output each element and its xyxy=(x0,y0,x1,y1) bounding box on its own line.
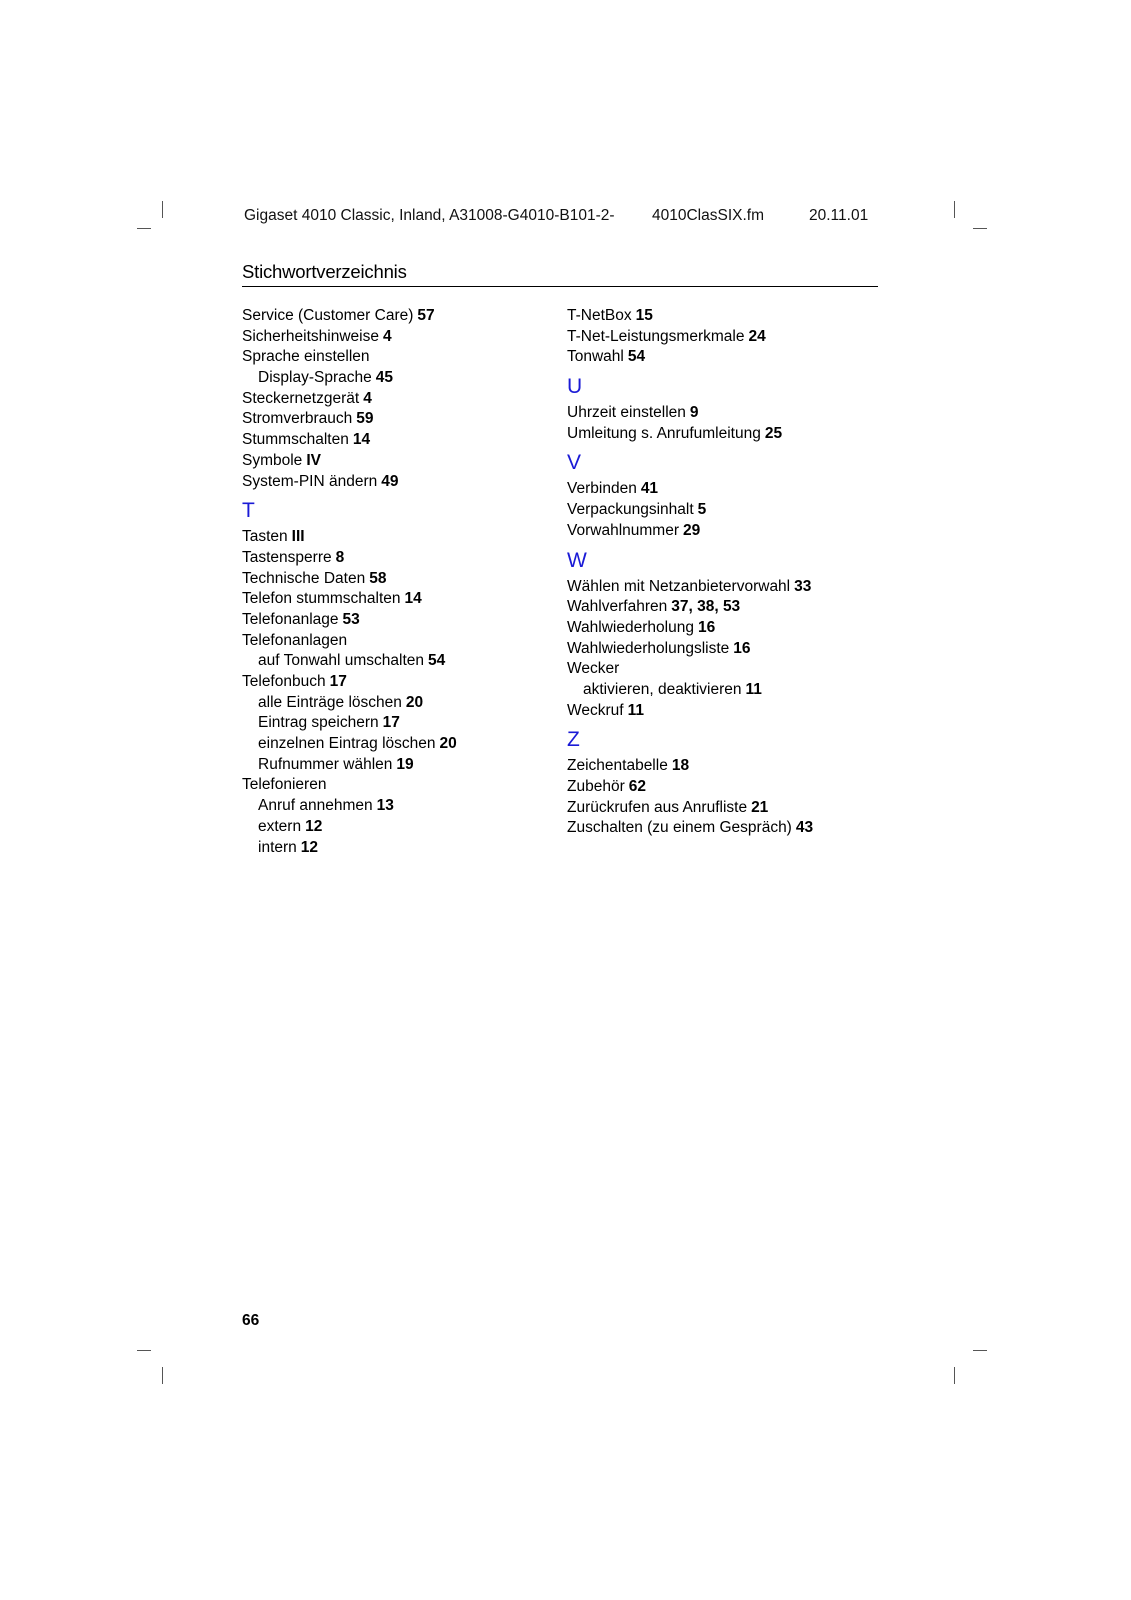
index-entry xyxy=(567,618,887,639)
index-term: Rufnummer wählen xyxy=(258,755,393,773)
index-subentry xyxy=(242,755,542,776)
index-term: Wahlverfahren xyxy=(567,598,668,616)
crop-mark-top-left-horizontal xyxy=(137,228,151,229)
index-entry xyxy=(242,451,542,472)
index-entry xyxy=(242,306,542,327)
index-term: Vorwahlnummer xyxy=(567,521,679,539)
index-term: Sprache einstellen xyxy=(242,348,370,366)
index-term: Umleitung s. Anrufumleitung xyxy=(567,424,761,442)
index-entry xyxy=(567,798,887,819)
index-term: Wählen mit Netzanbietervorwahl xyxy=(567,577,791,595)
index-entry xyxy=(242,327,542,348)
index-letter-heading: T xyxy=(242,499,255,523)
index-page-ref: 17 xyxy=(329,673,347,690)
index-entry xyxy=(242,589,542,610)
index-page-ref: 11 xyxy=(627,701,644,719)
index-page-ref: 8 xyxy=(335,548,345,566)
index-page-ref: 9 xyxy=(689,404,699,422)
index-entry xyxy=(567,521,887,542)
crop-mark-bottom-right-vertical xyxy=(954,1367,955,1384)
index-letter-heading: V xyxy=(567,451,582,475)
index-page-ref: 4 xyxy=(363,389,372,407)
index-page-ref: 12 xyxy=(300,838,319,856)
index-page-ref: 5 xyxy=(697,501,707,519)
index-entry xyxy=(242,569,542,590)
index-term: Service (Customer Care) xyxy=(242,307,414,324)
index-page-ref: 20 xyxy=(439,735,457,753)
index-page-ref: 18 xyxy=(671,757,690,775)
index-page-ref: 15 xyxy=(635,307,653,324)
index-subentry xyxy=(242,838,542,859)
index-entry xyxy=(567,639,887,660)
index-page-ref: III xyxy=(291,528,305,546)
index-page-ref: 49 xyxy=(381,472,399,490)
index-entry xyxy=(242,527,542,548)
index-page-ref: 20 xyxy=(405,693,424,711)
index-entry xyxy=(567,577,887,598)
index-page-ref: 59 xyxy=(356,410,374,428)
index-page-ref: 14 xyxy=(404,590,422,608)
index-term: intern xyxy=(258,838,297,856)
index-term: aktivieren, deaktivieren xyxy=(583,680,742,698)
header-file-name: 4010ClasSIX.fm xyxy=(652,207,764,224)
crop-mark-top-right-horizontal xyxy=(973,228,987,229)
index-term: auf Tonwahl umschalten xyxy=(258,652,425,670)
index-term: Telefonieren xyxy=(242,776,327,794)
index-page-ref: 25 xyxy=(764,424,783,442)
index-page-ref: 58 xyxy=(369,569,387,587)
index-entry xyxy=(242,610,542,631)
index-entry xyxy=(242,389,542,410)
index-entry xyxy=(567,777,887,798)
index-column-right xyxy=(567,306,887,839)
index-term: Display-Sprache xyxy=(258,369,372,387)
index-entry xyxy=(242,430,542,451)
crop-mark-bottom-left-vertical xyxy=(162,1367,163,1384)
index-entry xyxy=(242,775,542,796)
index-term: T-NetBox xyxy=(567,307,632,324)
index-term: Symbole xyxy=(242,451,303,469)
index-term: Technische Daten xyxy=(242,569,366,587)
header-date: 20.11.01 xyxy=(809,207,869,224)
index-term: Telefonanlage xyxy=(242,610,339,628)
index-term: Verpackungsinhalt xyxy=(567,501,694,519)
index-entry xyxy=(567,479,887,500)
index-page-ref: 21 xyxy=(751,798,769,816)
index-entry xyxy=(567,659,887,680)
crop-mark-bottom-left-horizontal xyxy=(137,1350,151,1351)
index-page-ref: IV xyxy=(306,451,321,469)
page-number: 66 xyxy=(242,1312,260,1329)
index-term: Zubehör xyxy=(567,778,625,795)
index-subentry xyxy=(242,734,542,755)
index-term: Telefon stummschalten xyxy=(242,590,401,608)
index-term: Weckruf xyxy=(567,701,624,719)
index-term: Zeichentabelle xyxy=(567,757,668,775)
index-entry xyxy=(242,472,542,493)
index-term: Telefonbuch xyxy=(242,673,326,690)
index-term: alle Einträge löschen xyxy=(258,693,402,711)
index-term: Tonwahl xyxy=(567,348,624,366)
index-subentry xyxy=(242,713,542,734)
index-page-ref: 54 xyxy=(627,348,646,366)
index-entry xyxy=(567,701,887,722)
index-term: Eintrag speichern xyxy=(258,714,379,732)
index-page-ref: 13 xyxy=(376,797,394,815)
header-document-id: Gigaset 4010 Classic, Inland, A31008-G4010-B101-2- xyxy=(244,207,615,224)
index-entry xyxy=(567,597,887,618)
index-column-left xyxy=(242,306,542,858)
index-subentry xyxy=(567,680,887,701)
index-entry xyxy=(567,756,887,777)
index-entry xyxy=(242,672,542,693)
index-term: T-Net-Leistungsmerkmale xyxy=(567,327,745,345)
index-subentry xyxy=(242,368,542,389)
index-term: Sicherheitshinweise xyxy=(242,327,379,345)
index-entry xyxy=(567,347,887,368)
index-term: Wahlwiederholung xyxy=(567,618,694,636)
index-term: Telefonanlagen xyxy=(242,631,348,649)
index-entry xyxy=(567,327,887,348)
index-entry xyxy=(242,347,542,368)
index-page-ref: 41 xyxy=(640,480,659,498)
index-term: extern xyxy=(258,817,302,835)
index-entry xyxy=(567,500,887,521)
index-page-ref: 12 xyxy=(305,817,323,835)
index-page-ref: 19 xyxy=(396,755,414,773)
index-page-ref: 33 xyxy=(794,577,812,595)
index-subentry xyxy=(242,693,542,714)
index-term: Stummschalten xyxy=(242,431,349,449)
index-page-ref: 4 xyxy=(383,327,392,345)
index-page-ref: 16 xyxy=(733,639,751,657)
index-page-ref: 53 xyxy=(342,610,360,628)
index-page-ref: 43 xyxy=(795,819,814,837)
index-page-ref: 37, 38, 53 xyxy=(671,598,741,616)
index-term: einzelnen Eintrag löschen xyxy=(258,735,436,753)
crop-mark-bottom-right-horizontal xyxy=(973,1350,987,1351)
index-subentry xyxy=(242,817,542,838)
index-page-ref: 14 xyxy=(352,431,371,449)
crop-mark-top-right-vertical xyxy=(954,201,955,218)
index-term: Stromverbrauch xyxy=(242,410,353,428)
index-term: Tastensperre xyxy=(242,548,332,566)
index-page-ref: 24 xyxy=(748,327,766,345)
index-term: Anruf annehmen xyxy=(258,797,373,815)
index-subentry xyxy=(242,796,542,817)
index-term: System-PIN ändern xyxy=(242,472,378,490)
index-term: Zurückrufen aus Anrufliste xyxy=(567,798,748,816)
index-page-ref: 45 xyxy=(375,369,393,387)
index-term: Uhrzeit einstellen xyxy=(567,404,686,422)
index-term: Wahlwiederholungsliste xyxy=(567,639,730,657)
crop-mark-top-left-vertical xyxy=(162,201,163,218)
index-page-ref: 54 xyxy=(428,652,446,670)
index-page-ref: 11 xyxy=(745,680,762,698)
index-page-ref: 29 xyxy=(683,521,701,539)
index-page-ref: 62 xyxy=(628,778,646,795)
index-letter-heading: Z xyxy=(567,728,580,752)
index-page-ref: 57 xyxy=(417,307,435,324)
index-entry xyxy=(567,306,887,327)
index-entry xyxy=(567,403,887,424)
index-term: Tasten xyxy=(242,528,288,546)
index-entry xyxy=(567,424,887,445)
index-entry xyxy=(567,818,887,839)
index-entry xyxy=(242,631,542,652)
index-subentry xyxy=(242,651,542,672)
index-entry xyxy=(242,548,542,569)
index-term: Wecker xyxy=(567,660,620,678)
section-title: Stichwortverzeichnis xyxy=(242,261,878,287)
index-term: Verbinden xyxy=(567,480,637,498)
index-page-ref: 16 xyxy=(697,618,716,636)
index-term: Zuschalten (zu einem Gespräch) xyxy=(567,819,792,837)
index-entry xyxy=(242,409,542,430)
index-letter-heading: W xyxy=(567,548,587,572)
index-page-ref: 17 xyxy=(382,714,400,732)
document-header xyxy=(244,207,869,229)
index-letter-heading: U xyxy=(567,375,583,399)
index-term: Steckernetzgerät xyxy=(242,389,360,407)
